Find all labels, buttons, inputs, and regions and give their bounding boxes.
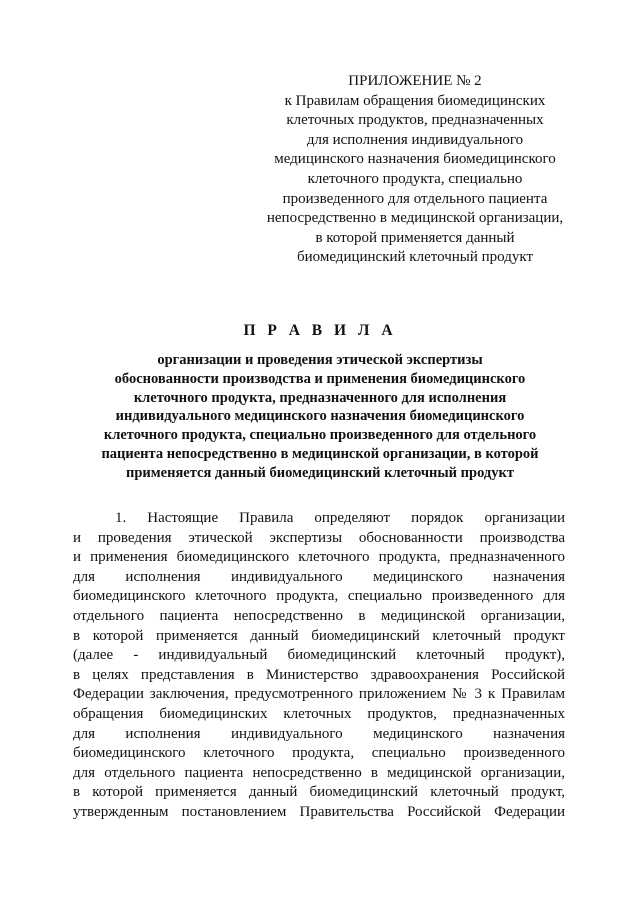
paragraph-line: и проведения этической экспертизы обоснованности производства <box>73 529 565 546</box>
appendix-number: ПРИЛОЖЕНИЕ № 2 <box>348 73 482 89</box>
appendix-line: клеточных продуктов, предназначенных <box>286 112 544 129</box>
appendix-line: для исполнения индивидуального <box>306 131 524 148</box>
paragraph-line: и применения биомедицинского клеточного продукта, предназначенного <box>73 549 565 566</box>
paragraph-line: (далее - индивидуальный биомедицинский клеточный продукт), <box>73 647 565 664</box>
subtitle-line: индивидуального медицинского назначения биомедицинского <box>115 408 525 425</box>
document-title: П Р А В И Л А <box>243 322 397 339</box>
paragraph-line: для исполнения индивидуального медицинского назначения <box>73 568 565 585</box>
paragraph-line: в целях представления в Министерство здравоохранения Российской <box>73 666 565 683</box>
subtitle-line: применяется данный биомедицинский клеточный продукт <box>126 464 514 481</box>
subtitle-line: клеточного продукта, специально произведенного для отдельного <box>103 427 537 444</box>
appendix-line: медицинского назначения биомедицинского <box>274 151 556 168</box>
paragraph-line: биомедицинского клеточного продукта, специально произведенного <box>73 745 565 762</box>
appendix-line: клеточного продукта, специально <box>307 170 523 187</box>
paragraph-line: в которой применяется данный биомедицинский клеточный продукт <box>73 627 565 644</box>
subtitle-line: пациента непосредственно в медицинской организации, в которой <box>101 445 539 462</box>
body-paragraph <box>73 509 565 823</box>
paragraph-line: 1. Настоящие Правила определяют порядок организации <box>115 510 565 526</box>
subtitle-line: организации и проведения этической экспертизы <box>157 352 483 368</box>
paragraph-line: в которой применяется данный биомедицинский клеточный продукт, <box>73 784 565 801</box>
paragraph-line: для исполнения индивидуального медицинского назначения <box>73 725 565 742</box>
appendix-line: произведенного для отдельного пациента <box>282 190 548 207</box>
appendix-line: в которой применяется данный <box>315 229 515 246</box>
paragraph-line: отдельного пациента непосредственно в медицинской организации, <box>73 607 565 624</box>
appendix-line: биомедицинский клеточный продукт <box>296 249 533 266</box>
paragraph-line: для отдельного пациента непосредственно в медицинской организации, <box>73 764 565 781</box>
appendix-line: непосредственно в медицинской организации, <box>266 210 564 227</box>
paragraph-line: обращения биомедицинских клеточных продуктов, предназначенных <box>73 705 565 722</box>
document-subtitle <box>60 351 580 483</box>
appendix-line: к Правилам обращения биомедицинских <box>284 92 546 109</box>
appendix-header <box>255 72 575 268</box>
subtitle-line: обоснованности производства и применения биомедицинского <box>114 370 526 387</box>
paragraph-line: утвержденным постановлением Правительства Российской Федерации <box>73 803 565 820</box>
paragraph-line: Федерации заключения, предусмотренного приложением № 3 к Правилам <box>73 686 565 703</box>
subtitle-line: клеточного продукта, предназначенного для исполнения <box>133 389 507 406</box>
paragraph-line: биомедицинского клеточного продукта, специально произведенного для <box>73 588 565 605</box>
